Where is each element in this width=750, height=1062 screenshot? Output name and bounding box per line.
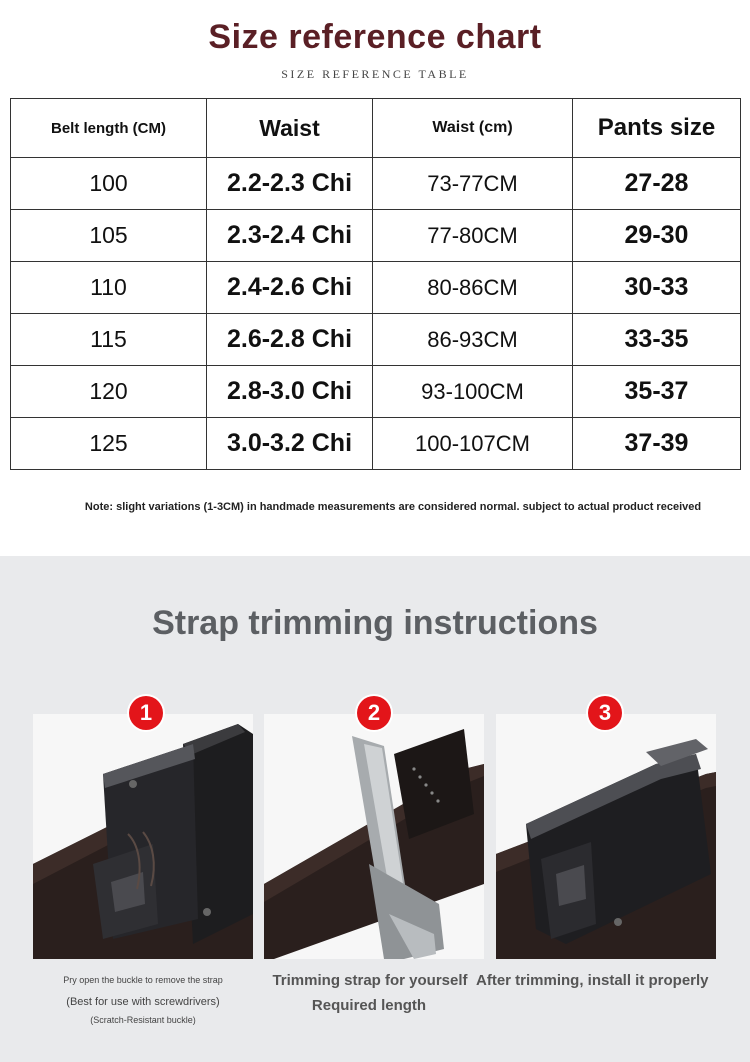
cell-waist-cm: 80-86CM (373, 262, 573, 314)
cell-waist-cm: 86-93CM (373, 314, 573, 366)
cell-waist: 2.8-3.0 Chi (207, 366, 373, 418)
cell-belt-length: 115 (11, 314, 207, 366)
header-belt-length: Belt length (CM) (11, 99, 207, 158)
scissors-cutting-illustration (264, 714, 484, 959)
buckle-installed-illustration (496, 714, 716, 959)
cell-waist-cm: 77-80CM (373, 210, 573, 262)
cell-belt-length: 100 (11, 158, 207, 210)
table-row (11, 262, 741, 314)
step-1-caption: Pry open the buckle to remove the strap (63, 975, 223, 985)
step-1-caption-tool: (Best for use with screwdrivers) (66, 996, 220, 1008)
cell-waist-cm: 93-100CM (373, 366, 573, 418)
step-1-badge: 1 (129, 696, 163, 730)
cell-pants-size: 27-28 (573, 158, 741, 210)
cell-belt-length: 110 (11, 262, 207, 314)
table-row (11, 418, 741, 470)
cell-waist-cm: 100-107CM (373, 418, 573, 470)
cell-pants-size: 29-30 (573, 210, 741, 262)
table-row (11, 158, 741, 210)
strap-trimming-title: Strap trimming instructions (152, 604, 598, 642)
header-waist-cm: Waist (cm) (373, 99, 573, 158)
step-3-image (496, 714, 716, 959)
cell-belt-length: 125 (11, 418, 207, 470)
size-table (10, 98, 741, 470)
cell-waist: 2.6-2.8 Chi (207, 314, 373, 366)
cell-pants-size: 35-37 (573, 366, 741, 418)
cell-waist: 2.2-2.3 Chi (207, 158, 373, 210)
cell-waist: 2.3-2.4 Chi (207, 210, 373, 262)
strap-trimming-section (0, 556, 750, 1062)
size-chart-title: Size reference chart (208, 18, 542, 56)
header-waist: Waist (207, 99, 373, 158)
step-2-image (264, 714, 484, 959)
step-1-caption-note: (Scratch-Resistant buckle) (90, 1015, 196, 1025)
table-row (11, 314, 741, 366)
table-row (11, 366, 741, 418)
table-row (11, 210, 741, 262)
header-pants-size: Pants size (573, 99, 741, 158)
step-3-caption: After trimming, install it properly (476, 972, 709, 989)
cell-belt-length: 105 (11, 210, 207, 262)
buckle-open-illustration (33, 714, 253, 959)
cell-waist: 2.4-2.6 Chi (207, 262, 373, 314)
cell-pants-size: 30-33 (573, 262, 741, 314)
cell-belt-length: 120 (11, 366, 207, 418)
step-2-caption-length: Required length (311, 997, 427, 1014)
table-header-row (11, 99, 741, 158)
step-2-badge: 2 (357, 696, 391, 730)
cell-waist-cm: 73-77CM (373, 158, 573, 210)
step-1-image (33, 714, 253, 959)
cell-waist: 3.0-3.2 Chi (207, 418, 373, 470)
cell-pants-size: 33-35 (573, 314, 741, 366)
measurement-note: Note: slight variations (1-3CM) in handmade measurements are considered normal. subject to actual product received (84, 501, 702, 513)
cell-pants-size: 37-39 (573, 418, 741, 470)
step-2-caption: Trimming strap for yourself (272, 972, 468, 989)
size-chart-subtitle: SIZE REFERENCE TABLE (281, 67, 469, 81)
step-3-badge: 3 (588, 696, 622, 730)
